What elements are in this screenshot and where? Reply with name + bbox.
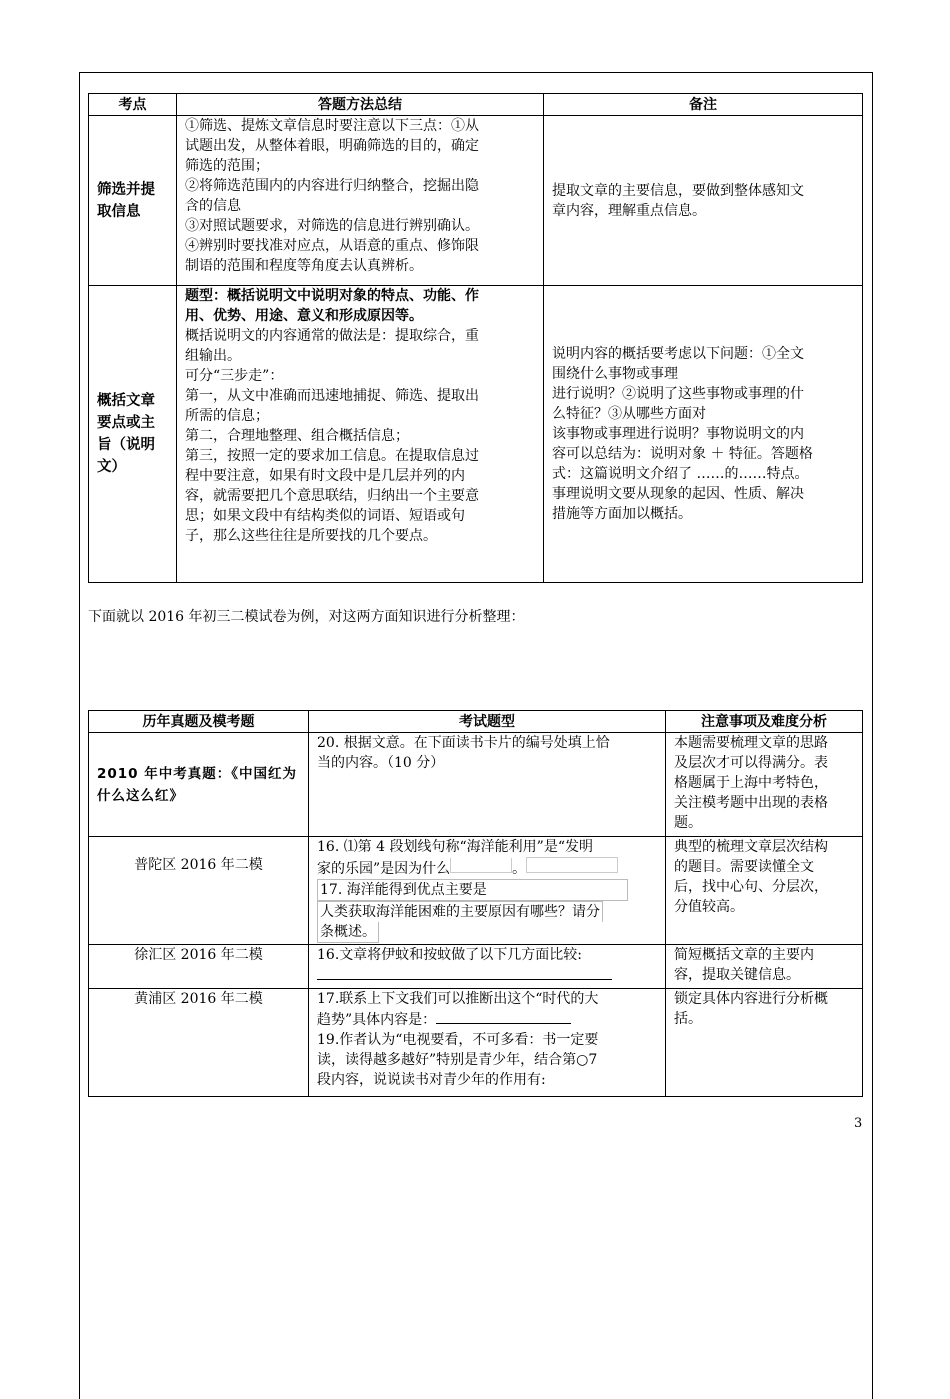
question-cell: [309, 945, 666, 989]
text-line: 制语的范围和程度等角度去认真辨析。: [185, 258, 423, 274]
text-line: [317, 857, 657, 879]
header-note: 备注: [544, 94, 863, 116]
question-cell: [309, 837, 666, 945]
text-line: 式：这篇说明文介绍了 ……的……特点。: [552, 466, 809, 482]
text-line: 所需的信息；: [185, 408, 269, 424]
text-line: 第三，按照一定的要求加工信息。在提取信息过: [185, 448, 479, 464]
text-line: 20. 根据文意。在下面读书卡片的编号处填上恰: [317, 735, 610, 751]
text-line: [317, 922, 657, 943]
table-row: [89, 116, 863, 286]
header-topic: 考点: [89, 94, 177, 116]
topic-cell: 筛选并提取信息: [89, 116, 177, 286]
text-line: 筛选的范围；: [185, 158, 269, 174]
text-line: ②将筛选范围内的内容进行归纳整合，挖掘出隐: [185, 178, 479, 194]
analysis-cell: [666, 733, 863, 837]
text-line: 题。: [674, 815, 702, 831]
text-line: 及层次才可以得满分。表: [674, 755, 828, 771]
answer-blank[interactable]: [526, 857, 618, 873]
text-line: 容，就需要把几个意思联结，归纳出一个主要意: [185, 488, 479, 504]
text-line: 含的信息: [185, 198, 241, 214]
text-line: 容，提取关键信息。: [674, 967, 800, 983]
analysis-cell: [666, 989, 863, 1097]
topic-cell: 概括文章要点或主旨（说明文）: [89, 286, 177, 583]
text-line: 后，找中心句、分层次，: [674, 879, 828, 895]
text-line: 事理说明文要从现象的起因、性质、解决: [552, 486, 804, 502]
source-cell: 普陀区 2016 年二模: [89, 837, 309, 945]
method-cell: [177, 116, 544, 286]
text-line: 子，那么这些往往是所要找的几个要点。: [185, 528, 437, 544]
text-fragment: 趋势”具体内容是：: [317, 1012, 437, 1028]
text-line: 该事物或事理进行说明？事物说明文的内: [552, 426, 804, 442]
analysis-cell: [666, 945, 863, 989]
text-line: ①筛选、提炼文章信息时要注意以下三点：①从: [185, 118, 479, 134]
question-cell: [309, 733, 666, 837]
text-line: ④辨别时要找准对应点，从语意的重点、修饰限: [185, 238, 479, 254]
text-line: 提取文章的主要信息，要做到整体感知文: [552, 182, 804, 199]
text-line: 可分“三步走”：: [185, 368, 284, 384]
intro-paragraph: 下面就以 2016 年初三二模试卷为例，对这两方面知识进行分析整理：: [88, 609, 525, 625]
text-line: 试题出发，从整体着眼，明确筛选的目的，确定: [185, 138, 479, 154]
table-row: [89, 837, 863, 945]
text-line: 当的内容。（10 分）: [317, 755, 445, 771]
header-method: 答题方法总结: [177, 94, 544, 116]
text-line: 么特征？③从哪些方面对: [552, 406, 706, 422]
text-line: 容可以总结为：说明对象 ＋ 特征。答题格: [552, 446, 813, 462]
text-line: [317, 901, 657, 922]
analysis-cell: [666, 837, 863, 945]
text-fragment: 条概述。: [317, 922, 379, 943]
source-cell: 徐汇区 2016 年二模: [89, 945, 309, 989]
question-type-line: 题型：概括说明文中说明对象的特点、功能、作: [185, 288, 479, 304]
question-17: 17. 海洋能得到优点主要是: [317, 879, 628, 901]
answer-blank[interactable]: [317, 965, 612, 980]
text-fragment: 家的乐园”是因为什么: [317, 861, 451, 877]
text-line: 思；如果文段中有结构类似的词语、短语或句: [185, 508, 465, 524]
text-line: 格题属于上海中考特色，: [674, 775, 828, 791]
page-number: 3: [854, 1116, 863, 1131]
text-line: ③对照试题要求，对筛选的信息进行辨别确认。: [185, 218, 479, 234]
text-fragment: 。: [512, 861, 527, 877]
text-line: 第一，从文中准确而迅速地捕捉、筛选、提取出: [185, 388, 479, 404]
header-source: 历年真题及模考题: [89, 711, 309, 733]
text-line: 组输出。: [185, 348, 241, 364]
source-cell: 2010 年中考真题：《中国红为什么这么红》: [89, 733, 309, 837]
text-line: 段内容，说说读书对青少年的作用有:: [317, 1072, 546, 1088]
table-header-row: [89, 711, 863, 733]
text-line: 17.联系上下文我们可以推断出这个“时代的大: [317, 991, 599, 1007]
text-line: 16. ⑴第 4 段划线句称“海洋能利用”是“发明: [317, 839, 593, 855]
table-row: [89, 286, 863, 583]
text-line: 章内容，理解重点信息。: [552, 202, 706, 219]
method-summary-table: [88, 93, 863, 583]
question-cell: [309, 989, 666, 1097]
table-row: [89, 989, 863, 1097]
text-line: 16.文章将伊蚊和按蚊做了以下几方面比较:: [317, 947, 582, 963]
text-line: 说明内容的概括要考虑以下问题：①全文: [552, 346, 804, 362]
note-cell: [544, 116, 863, 286]
text-line: [317, 965, 657, 986]
text-line: 典型的梳理文章层次结构: [674, 839, 828, 855]
text-line: [317, 879, 657, 901]
header-question: 考试题型: [309, 711, 666, 733]
text-line: [317, 1009, 657, 1030]
question-type-line: 用、优势、用途、意义和形成原因等。: [185, 308, 423, 324]
text-line: 的题目。需要读懂全文: [674, 859, 814, 875]
text-line: 锁定具体内容进行分析概: [674, 991, 828, 1007]
header-analysis: 注意事项及难度分析: [666, 711, 863, 733]
text-line: 措施等方面加以概括。: [552, 506, 692, 522]
text-line: 进行说明？②说明了这些事物或事理的什: [552, 386, 804, 402]
text-fragment: 人类获取海洋能困难的主要原因有哪些？请分: [317, 901, 603, 922]
source-cell: 黄浦区 2016 年二模: [89, 989, 309, 1097]
table-header-row: [89, 94, 863, 116]
table-row: [89, 945, 863, 989]
text-line: 括。: [674, 1011, 702, 1027]
text-line: 分值较高。: [674, 899, 744, 915]
table-row: [89, 733, 863, 837]
text-line: 关注模考题中出现的表格: [674, 795, 828, 811]
exam-analysis-table: [88, 710, 863, 1097]
method-cell: [177, 286, 544, 583]
text-line: 围绕什么事物或事理: [552, 366, 678, 382]
text-line: 本题需要梳理文章的思路: [674, 735, 828, 751]
note-cell: [544, 286, 863, 583]
text-line: 第二，合理地整理、组合概括信息；: [185, 428, 409, 444]
text-line: 概括说明文的内容通常的做法是：提取综合，重: [185, 328, 479, 344]
answer-blank[interactable]: [450, 858, 512, 873]
answer-blank[interactable]: [436, 1009, 571, 1024]
text-line: 读，读得越多越好”特别是青少年，结合第○7: [317, 1052, 598, 1068]
text-line: 19.作者认为“电视要看，不可多看：书一定要: [317, 1032, 599, 1048]
text-line: 程中要注意，如果有时文段中是几层并列的内: [185, 468, 465, 484]
text-line: 简短概括文章的主要内: [674, 947, 814, 963]
